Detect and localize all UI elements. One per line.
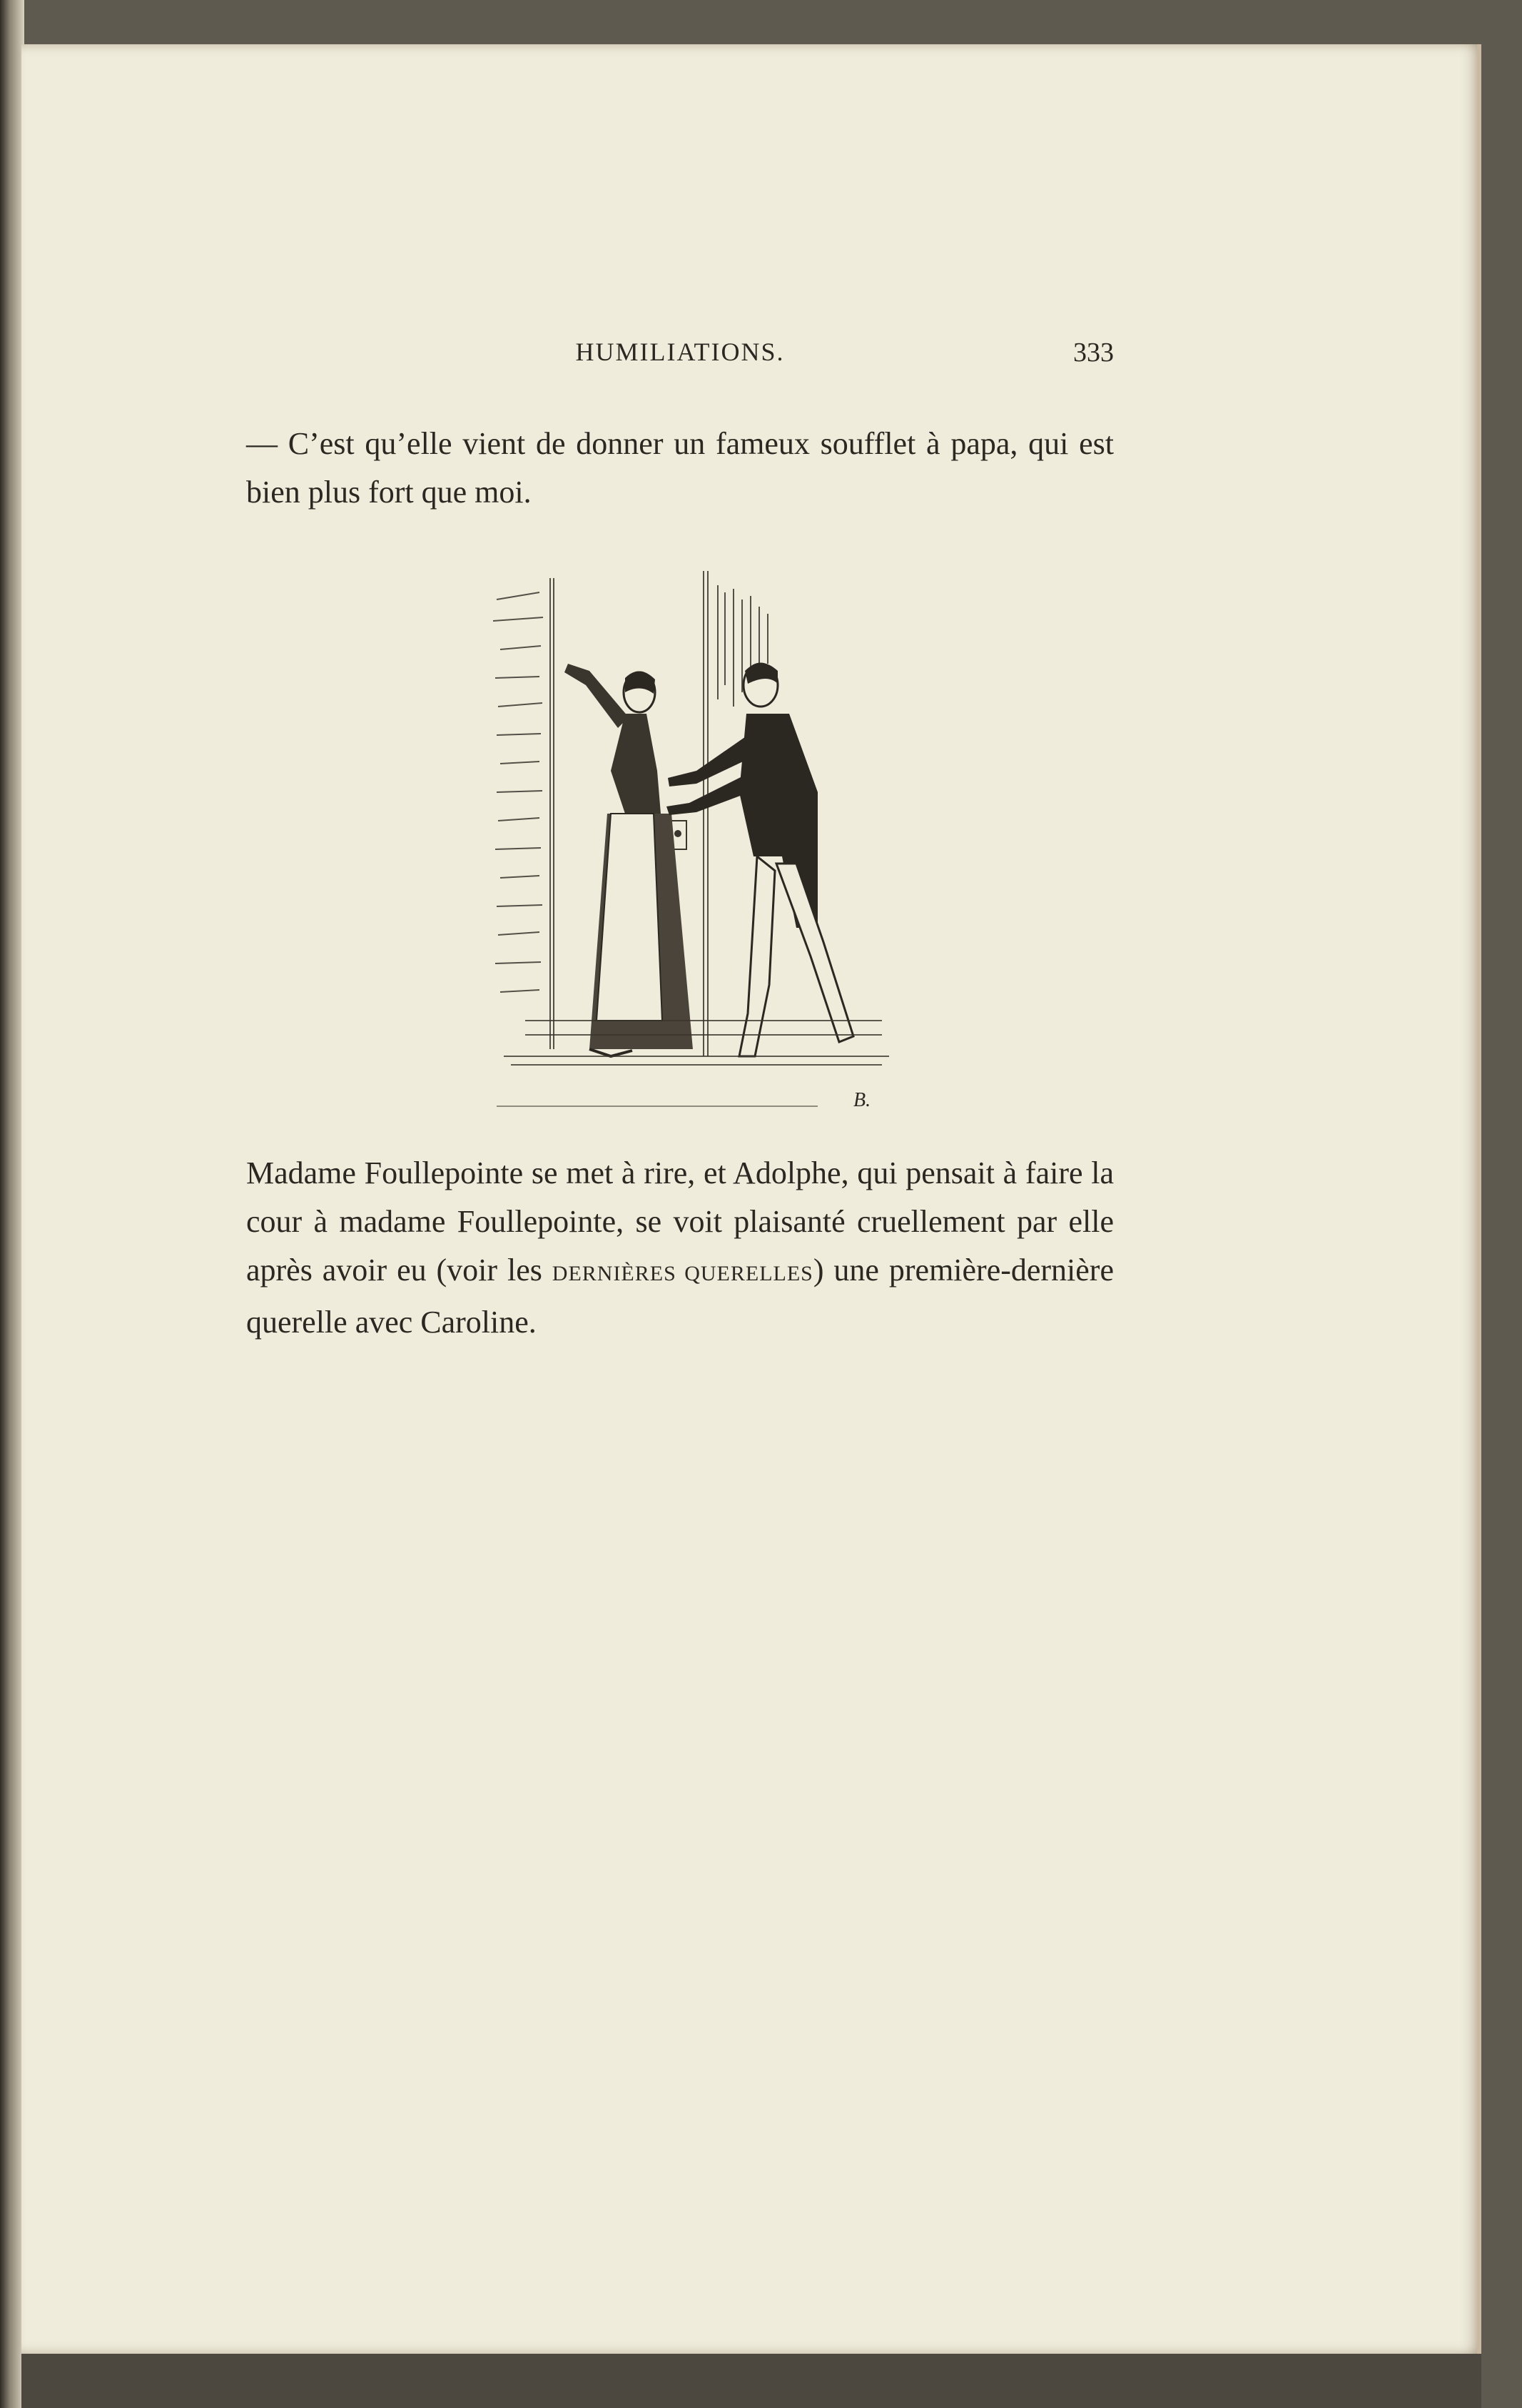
paragraph-narrative — [246, 1149, 1114, 1347]
page-number: 333 — [1073, 338, 1114, 368]
page-bottom-edge — [21, 2354, 1481, 2408]
man-figure — [666, 663, 853, 1056]
running-title: HUMILIATIONS. — [575, 338, 785, 366]
engraving-illustration — [482, 557, 910, 1128]
small-caps-reference: DERNIÈRES QUERELLES — [552, 1262, 813, 1285]
paragraph-dialogue: — C’est qu’elle vient de donner un fameux soufflet à papa, qui est bien plus fort que moi. — [246, 426, 1114, 510]
illustrator-signature: B. — [853, 1089, 871, 1111]
page-header — [246, 337, 1114, 380]
woman-figure — [564, 664, 693, 1056]
paragraph-text-after: ) une première-dernière querelle avec Caroline. — [246, 1253, 1114, 1340]
paragraph-text-before: Madame Foullepointe se met à rire, et Adolphe, qui pensait à faire la cour à madame Foullepointe, se voit plaisanté cruellement par elle après avoir eu (voir les — [246, 1155, 1114, 1288]
book-spine-edge — [0, 0, 24, 2408]
